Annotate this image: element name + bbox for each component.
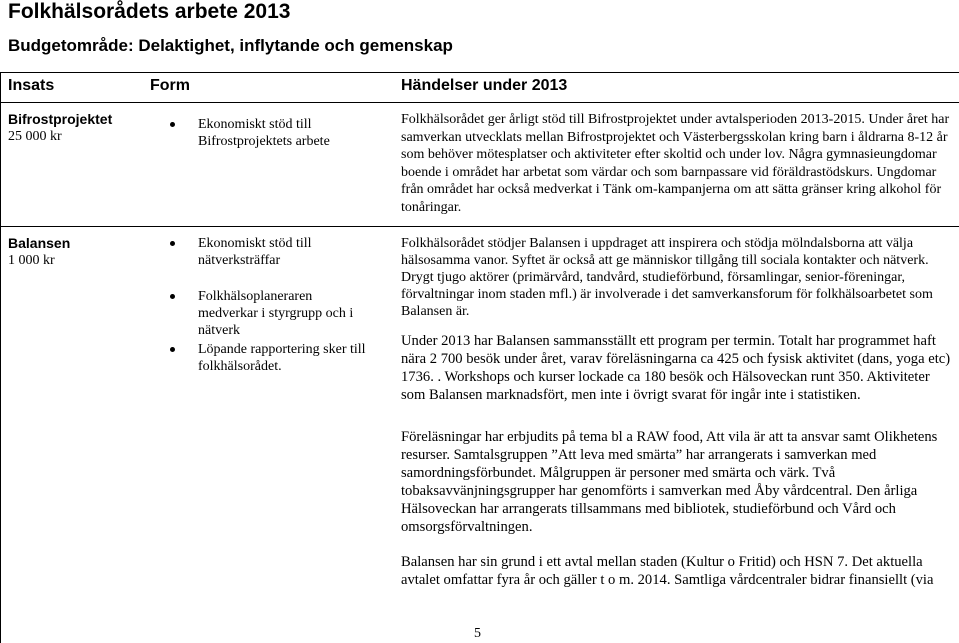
insats-cell-balansen [8,235,70,269]
bullet-icon [170,294,175,299]
form-item: Ekonomiskt stöd till nätverksträffar [168,235,373,269]
header-bottom-rule [0,102,959,103]
bullet-icon [170,241,175,246]
header-insats: Insats [8,77,55,94]
form-item: Folkhälsoplaneraren medverkar i styrgrupp och i nätverk [168,288,373,339]
table-top-rule [0,72,959,73]
page-subtitle: Budgetområde: Delaktighet, inflytande och gemenskap [8,36,453,55]
event-paragraph: Balansen har sin grund i ett avtal mellan staden (Kultur o Fritid) och HSN 7. Det aktuella avtalet omfattar fyra år och gäller t o m. 2014. Samtliga vårdcentraler bidrar finansiellt (via [401,554,934,588]
event-paragraph: Folkhälsorådet stödjer Balansen i uppdraget att inspirera och stödja mölndalsborna att välja hälsosamma vanor. Syftet är också att ge människor tillgång till sociala kontakter och nätverk. Drygt tjugo aktörer (primärvård, tandvård, studieförbund, församlingar, senior-föreningar, förvaltningar inom staden mfl.) är involverade i det samverkansforum för folkhälsoarbetet som Balansen är. [401,236,933,319]
insats-amount: 25 000 kr [8,129,62,144]
insats-name: Bifrostprojektet [8,111,113,127]
header-handelser: Händelser under 2013 [401,77,568,94]
form-item: Ekonomiskt stöd till Bifrostprojektets arbete [168,116,373,150]
page-title: Folkhälsorådets arbete 2013 [8,0,291,23]
page-number: 5 [474,626,481,641]
bullet-icon [170,347,175,352]
insats-amount: 1 000 kr [8,253,55,268]
header-form: Form [150,77,190,94]
insats-name: Balansen [8,235,71,251]
event-paragraph: Föreläsningar har erbjudits på tema bl a RAW food, Att vila är att ta ansvar samt Olikhetens resurser. Samtalsgruppen ”Att leva med smärta” har arrangerats i samverkan med samordningsförbundet. Målgruppen är personer med smärta och värk. Två tobaksavvänjningsgrupper har genomförts i samverkan med Åby vårdcentral. Den årliga Hälsoveckan har arrangerats tillsammans med bibliotek, studieförbund och Vård och omsorgsförvaltningen. [401,429,938,535]
insats-cell-bifrost [8,111,112,145]
event-paragraph: Folkhälsorådet ger årligt stöd till Bifrostprojektet under avtalsperioden 2013-2015. Under året har samverkan utvecklats mellan Bifrostprojektet och Västerbergsskolan kring barn i åldrarna 8-12 år som behöver mötesplatser och aktiviteter efter skoltid och under lov. Några gymnasieungdomar boende i området har arbetat som värdar och som barnpassare vid föräldrastödskurs. Ungdomar från området har också medverkat i Tänk om-kampanjerna om att sätta gränser kring alkohol för tonåringar. [401,112,950,215]
row-divider-rule [0,226,959,227]
column-divider-left [0,72,1,643]
event-paragraph: Under 2013 har Balansen sammansställt ett program per termin. Totalt har programmet haft nära 2 700 besök under året, varav föreläsningarna ca 425 och fysisk aktivitet (dans, yoga etc) 1736. . Workshops och kurser lockade ca 180 besök och Hälsoveckan runt 350. Aktiviteter som Balansen marknadsfört, men inte i övrigt svarat för ingår inte i statistiken. [401,333,951,403]
form-item: Löpande rapportering sker till folkhälsorådet. [168,341,373,375]
bullet-icon [170,122,175,127]
